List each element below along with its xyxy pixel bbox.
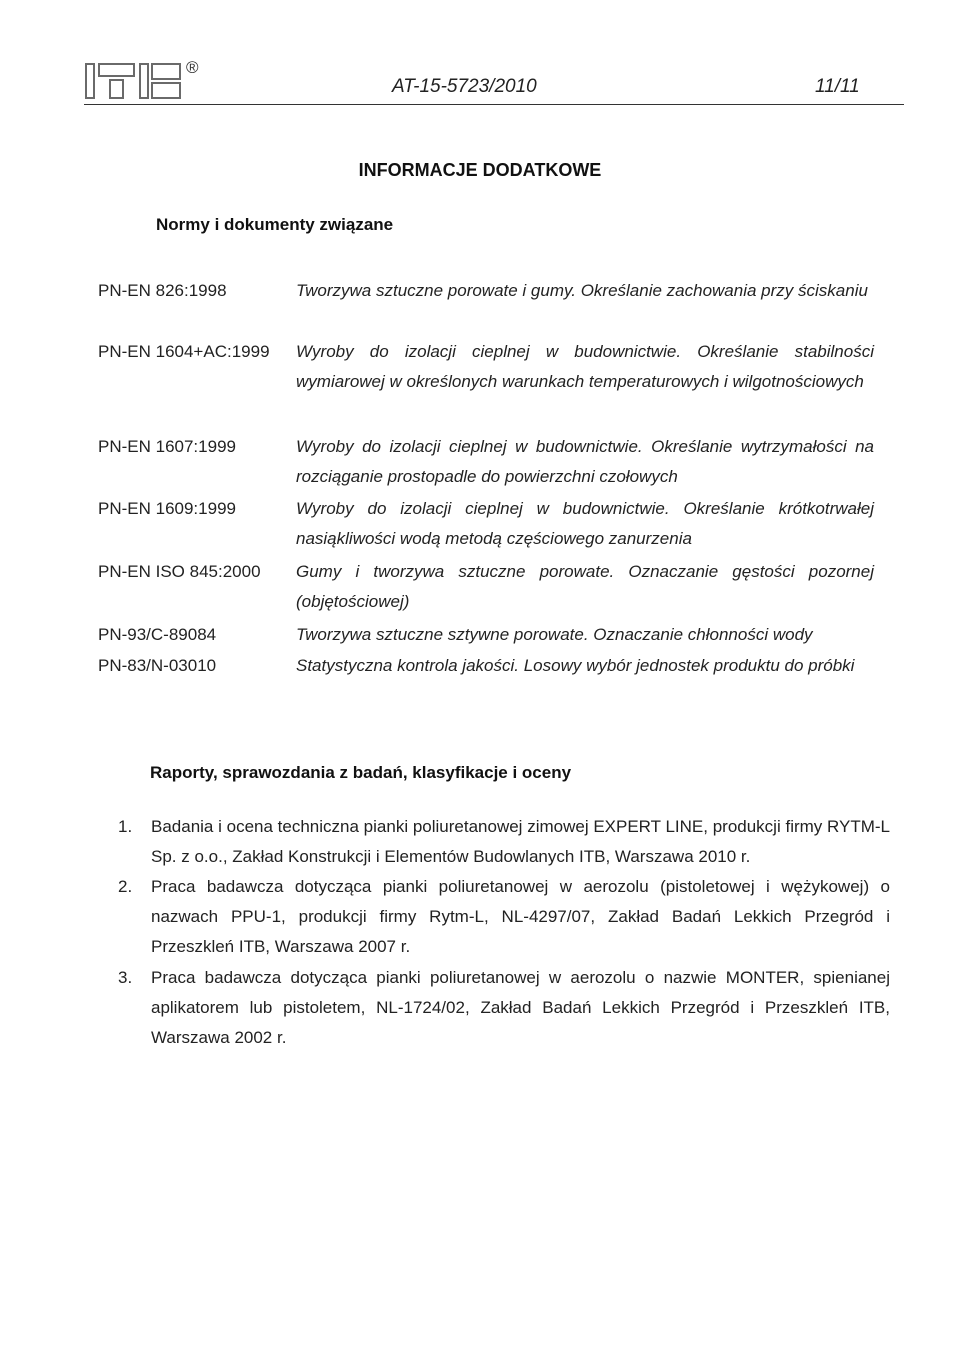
reports-heading: Raporty, sprawozdania z badań, klasyfikacje i oceny <box>150 763 572 782</box>
report-number: 3. <box>118 968 133 987</box>
standard-row <box>98 620 874 650</box>
header-divider <box>84 104 904 105</box>
standard-row <box>98 494 874 554</box>
standard-code: PN-EN 1609:1999 <box>98 499 236 518</box>
standard-description: Wyroby do izolacji cieplnej w budownictwie. Określanie stabilności wymiarowej w określonych warunkach temperaturowych i wilgotnościowych <box>296 342 874 391</box>
standard-row <box>98 651 874 681</box>
report-text: Badania i ocena techniczna pianki poliuretanowej zimowej EXPERT LINE, produkcji firmy RYTM-L Sp. z o.o., Zakład Konstrukcji i Elementów Budowlanych ITB, Warszawa 2010 r. <box>151 817 890 866</box>
page-number: 11/11 <box>815 76 860 97</box>
standard-description: Tworzywa sztuczne sztywne porowate. Oznaczanie chłonności wody <box>296 625 813 644</box>
standard-code: PN-EN 1604+AC:1999 <box>98 342 270 361</box>
standard-description: Wyroby do izolacji cieplnej w budownictwie. Określanie krótkotrwałej nasiąkliwości wodą metodą częściowego zanurzenia <box>296 499 874 548</box>
itb-logo <box>84 60 184 102</box>
standard-description: Tworzywa sztuczne porowate i gumy. Określanie zachowania przy ściskaniu <box>296 281 868 300</box>
report-item <box>118 963 890 1053</box>
standard-description: Gumy i tworzywa sztuczne porowate. Oznaczanie gęstości pozornej (objętościowej) <box>296 562 874 611</box>
standard-code: PN-EN ISO 845:2000 <box>98 562 261 581</box>
standard-row <box>98 557 874 617</box>
standard-description: Wyroby do izolacji cieplnej w budownictwie. Określanie wytrzymałości na rozciąganie prostopadle do powierzchni czołowych <box>296 437 874 486</box>
report-item <box>118 812 890 872</box>
itb-logo-mark <box>84 60 184 102</box>
standard-code: PN-EN 1607:1999 <box>98 437 236 456</box>
report-number: 1. <box>118 817 133 836</box>
standard-code: PN-EN 826:1998 <box>98 281 227 300</box>
registered-mark: ® <box>186 58 199 77</box>
report-text: Praca badawcza dotycząca pianki poliuretanowej w aerozolu (pistoletowej i wężykowej) o nazwach PPU-1, produkcji firmy Rytm-L, NL-4297/07, Zakład Badań Lekkich Przegród i Przeszkleń ITB, Warszawa 2007 r. <box>151 877 890 956</box>
section-title: INFORMACJE DODATKOWE <box>358 160 602 180</box>
report-text: Praca badawcza dotycząca pianki poliuretanowej w aerozolu o nazwie MONTER, spienianej aplikatorem lub pistoletem, NL-1724/02, Zakład Badań Lekkich Przegród i Przeszkleń ITB, Warszawa 2002 r. <box>151 968 890 1047</box>
standard-row <box>98 276 874 306</box>
report-number: 2. <box>118 877 133 896</box>
standard-code: PN-93/C-89084 <box>98 625 217 644</box>
document-id: AT-15-5723/2010 <box>392 76 537 97</box>
standard-description: Statystyczna kontrola jakości. Losowy wybór jednostek produktu do próbki <box>296 656 855 675</box>
standard-code: PN-83/N-03010 <box>98 656 217 675</box>
standard-row <box>98 337 874 397</box>
standard-row <box>98 432 874 492</box>
report-item <box>118 872 890 962</box>
norms-heading: Normy i dokumenty związane <box>156 215 394 234</box>
